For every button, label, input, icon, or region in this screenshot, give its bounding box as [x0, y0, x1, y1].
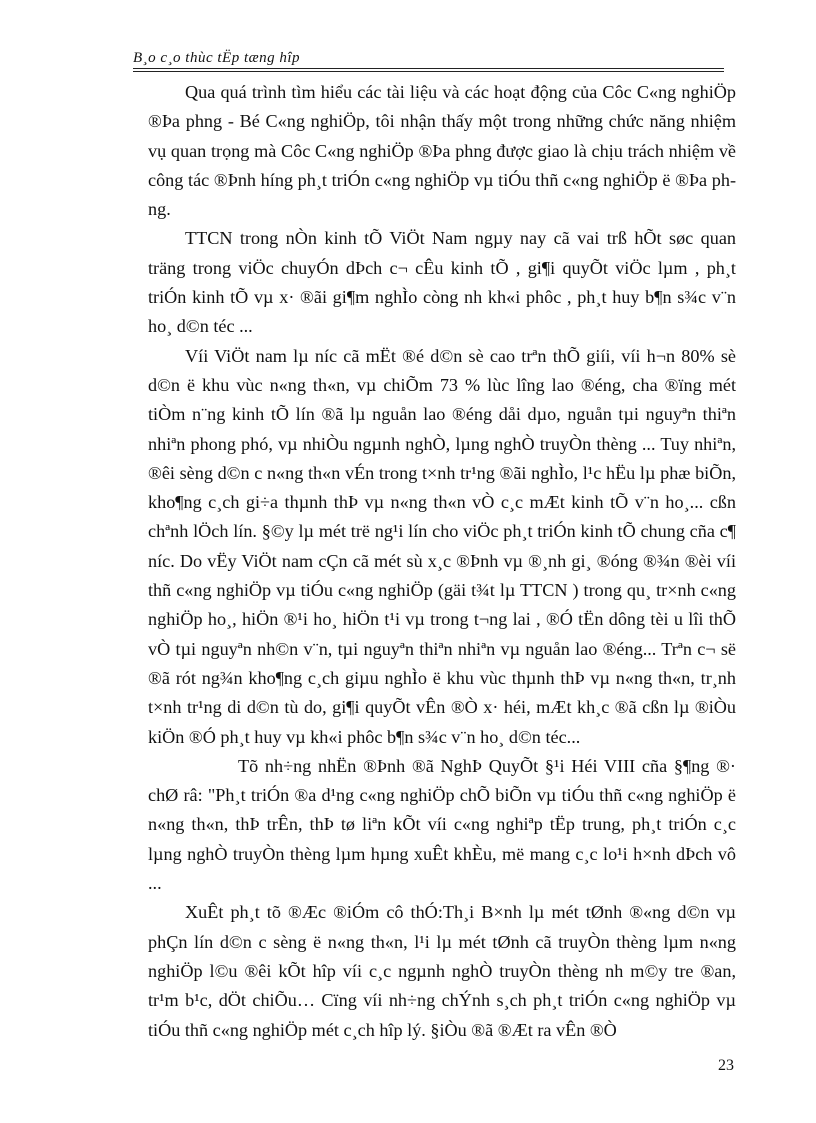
running-header: B¸o c¸o thùc tËp tæng hîp — [133, 49, 724, 69]
header-rule — [133, 71, 724, 72]
body-text — [148, 78, 736, 1045]
paragraph-2: TTCN trong nÒn kinh tÕ ViÖt Nam ngµy nay cã vai trß hÕt søc quan träng trong viÖc chuyÓn dÞch c¬ cÊu kinh tÕ , gi¶i quyÕt viÖc lµm , ph¸t triÓn kinh tÕ vµ x· ®ãi gi¶m nghÌo còng nh kh«i phôc , ph¸t huy b¶n s¾c v¨n ho¸ d©n téc ... — [148, 228, 736, 337]
page-number: 23 — [718, 1057, 734, 1074]
paragraph-5: XuÊt ph¸t tõ ®Æc ®iÓm cô thÓ:Th¸i B×nh lµ mét tØnh ®«ng d©n vµ phÇn lín d©n c sèng ë n«ng th«n, l¹i lµ mét tØnh cã truyÒn thèng lµm n«ng nghiÖp l©u ®êi kÕt hîp víi c¸c ngµnh nghÒ truyÒn thèng nh m©y tre ®an, tr¹m b¹c, dÖt chiÕu… Cïng víi nh÷ng chÝnh s¸ch ph¸t triÓn c«ng nghiÖp vµ tiÓu thñ c«ng nghiÖp mét c¸ch hîp lý. §iÒu ®ã ®Æt ra vÊn ®Ò — [148, 902, 736, 1040]
paragraph-1: Qua quá trình tìm hiểu các tài liệu và các hoạt động của Côc C«ng nghiÖp ®Þa phng - Bé C«ng nghiÖp, tôi nhận thấy một trong những chức năng nhiệm vụ quan trọng mà Côc C«ng nghiÖp ®Þa phng được giao là chịu trách nhiệm về công tác ®Þnh híng ph¸t triÓn c«ng nghiÖp vµ tiÓu thñ c«ng nghiÖp ë ®Þa phng. — [148, 82, 736, 220]
paragraph-4: Tõ nh÷ng nhËn ®Þnh ®ã NghÞ QuyÕt §¹i Héi VIII cña §¶ng ®· chØ râ: "Ph¸t triÓn ®a d¹ng c«ng nghiÖp chÕ biÕn vµ tiÓu thñ c«ng nghiÖp ë n«ng th«n, thÞ trÊn, thÞ tø liªn kÕt víi c«ng nghiªp tËp trung, ph¸t triÓn c¸c lµng nghÒ truyÒn thèng lµm hµng xuÊt khÈu, më mang c¸c lo¹i h×nh dÞch vô ... — [148, 755, 736, 894]
paragraph-3: Víi ViÖt nam lµ níc cã mËt ®é d©n sè cao trªn thÕ giíi, víi h¬n 80% sè d©n ë khu vùc n«ng th«n, vµ chiÕm 73 % lùc lîng lao ®éng, cha ®ïng mét tiÒm n¨ng kinh tÕ lín ®ã lµ nguån lao ®éng dåi dµo, nguån tµi nguyªn thiªn nhiªn phong phó, vµ nhiÒu ngµnh nghÒ, lµng nghÒ truyÒn thèng ... Tuy nhiªn, ®êi sèng d©n c n«ng th«n vÉn trong t×nh tr¹ng ®ãi nghÌo, l¹c hËu lµ phæ biÕn, kho¶ng c¸ch gi÷a thµnh thÞ vµ n«ng th«n vÒ c¸c mÆt kinh tÕ v¨n ho¸... cßn chªnh lÖch lín. §©y lµ mét trë ng¹i lín cho viÖc ph¸t triÓn kinh tÕ chung cña c¶ níc. Do vËy ViÖt nam cÇn cã mét sù x¸c ®Þnh vµ ®¸nh gi¸ ®óng ®¾n ®èi víi thñ c«ng nghiÖp vµ tiÓu c«ng nghiÖp (gäi t¾t lµ TTCN ) trong qu¸ tr×nh c«ng nghiÖp ho¸, hiÖn ®¹i ho¸ hiÖn t¹i vµ trong t¬ng lai , ®Ó tËn dông tèi u lîi thÕ vÒ tµi nguyªn nh©n v¨n, tµi nguyªn thiªn nhiªn vµ nguån lao ®éng... Trªn c¬ së ®ã rót ng¾n kho¶ng c¸ch giµu nghÌo ë khu vùc thµnh thÞ vµ n«ng th«n, tr¸nh t×nh tr¹ng di d©n tù do, gi¶i quyÕt vÊn ®Ò x· héi, mÆt kh¸c ®ã cßn lµ ®iÒu kiÖn ®Ó ph¸t huy vµ kh«i phôc b¶n s¾c v¨n ho¸ d©n téc... — [148, 345, 736, 747]
